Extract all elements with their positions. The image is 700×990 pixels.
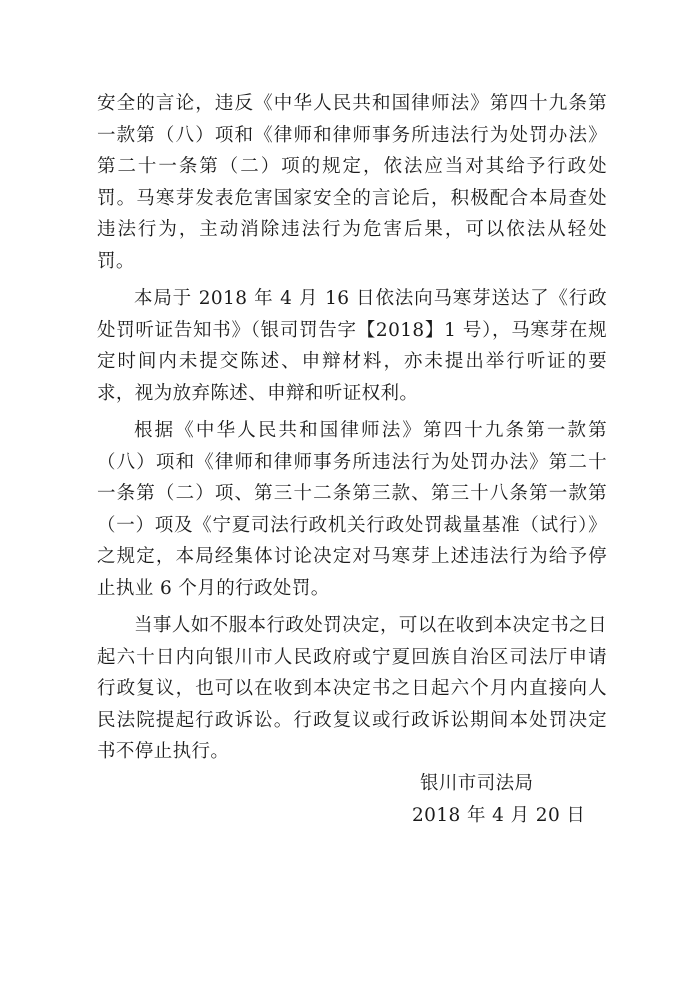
paragraph-1: 安全的言论，违反《中华人民共和国律师法》第四十九条第一款第（八）项和《律师和律师事务所违法行为处罚办法》第二十一条第（二）项的规定，依法应当对其给予行政处罚。马寒芽发表危害国家安全的言论后，积极配合本局查处违法行为，主动消除违法行为危害后果，可以依法从轻处罚。 bbox=[97, 93, 607, 272]
signature-organization: 银川市司法局 bbox=[420, 773, 534, 794]
signature-date: 2018 年 4 月 20 日 bbox=[412, 805, 586, 826]
document-body bbox=[97, 88, 607, 774]
paragraph-4: 当事人如不服本行政处罚决定，可以在收到本决定书之日起六十日内向银川市人民政府或宁夏回族自治区司法厅申请行政复议，也可以在收到本决定书之日起六个月内直接向人民法院提起行政诉讼。行政复议或行政诉讼期间本处罚决定书不停止执行。 bbox=[97, 615, 607, 762]
paragraph-3: 根据《中华人民共和国律师法》第四十九条第一款第（八）项和《律师和律师事务所违法行为处罚办法》第二十一条第（二）项、第三十二条第三款、第三十八条第一款第（一）项及《宁夏司法行政机关行政处罚裁量基准（试行）》之规定，本局经集体讨论决定对马寒芽上述违法行为给予停止执业 6 个月的行政处罚。 bbox=[97, 420, 607, 599]
paragraph-2: 本局于 2018 年 4 月 16 日依法向马寒芽送达了《行政处罚听证告知书》（银司罚告字【2018】1 号），马寒芽在规定时间内未提交陈述、申辩材料，亦未提出举行听证的要求，视为放弃陈述、申辩和听证权利。 bbox=[97, 288, 607, 404]
